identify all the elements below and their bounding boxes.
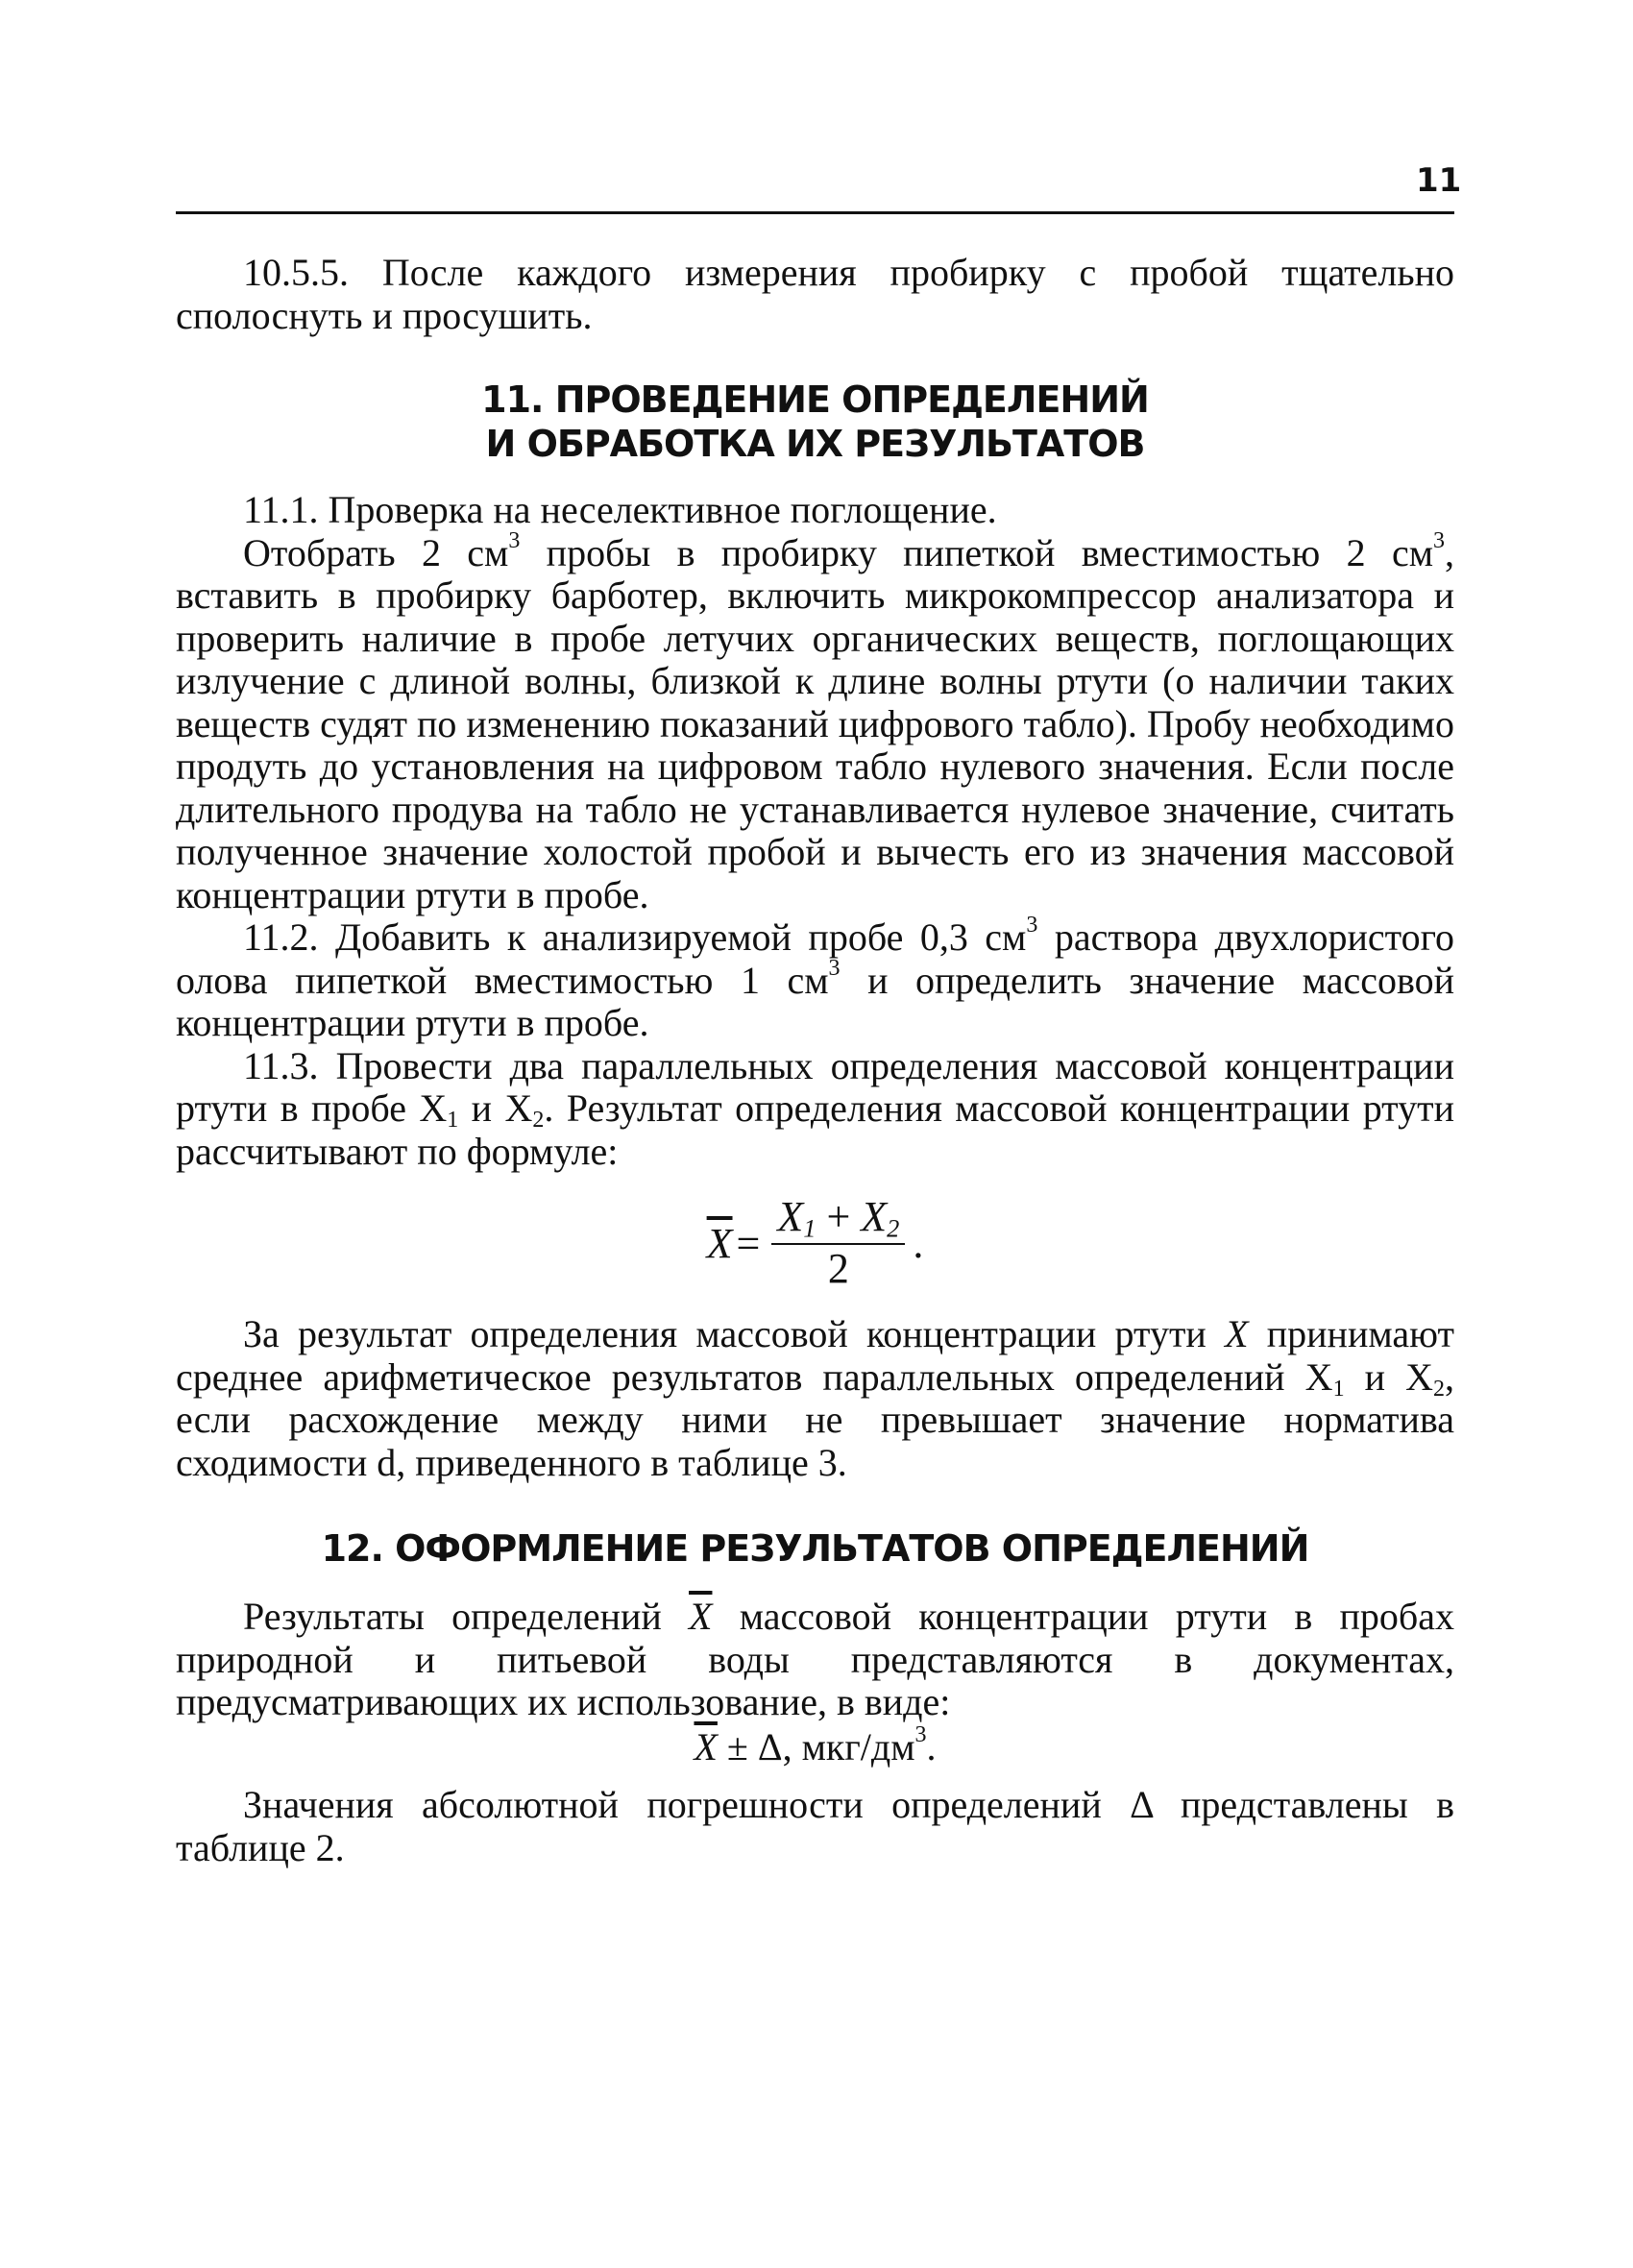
subscript-2: 2: [887, 1213, 900, 1243]
mean-formula: [176, 1186, 1454, 1302]
formula-lhs-x-bar: $\overline{X}$: [706, 1219, 733, 1267]
section-11-title-line-2: И ОБРАБОТКА ИХ РЕЗУЛЬТАТОВ: [485, 423, 1145, 465]
formula-equals: =: [736, 1219, 761, 1267]
result-pm-delta-units: ± Δ, мкг/дм: [717, 1724, 915, 1768]
formula-x2: X: [861, 1193, 888, 1240]
header-rule: [176, 211, 1454, 214]
subscript-1: 1: [447, 1108, 459, 1133]
text-segment: 11.2. Добавить к анализируемой пробе 0,3 см: [243, 915, 1027, 959]
result-expression: [176, 1721, 1454, 1769]
formula-plus: +: [826, 1193, 851, 1240]
paragraph-11-2: [176, 912, 1454, 1045]
text-segment: За результат определения массовой концентрации ртути: [243, 1312, 1226, 1355]
superscript-3: 3: [914, 1721, 927, 1747]
x-italic: X: [1225, 1312, 1249, 1355]
section-11-heading: [176, 378, 1454, 466]
paragraph-11-1-body: [176, 527, 1455, 917]
formula-x1: X: [777, 1193, 804, 1240]
text-segment: пробы в пробирку пипеткой вместимостью 2 см: [520, 530, 1434, 574]
text-segment: , если расхождение между ними не превышает значение норматива сходимости d, приведенного в таблице 3.: [176, 1354, 1455, 1484]
text-segment: Отобрать 2 см: [243, 530, 509, 574]
text-segment: и X: [458, 1086, 533, 1130]
text-segment: 11.3. Провести два параллельных определения массовой концентрации ртути в пробе X: [176, 1043, 1454, 1130]
paragraph-11-3: [176, 1045, 1454, 1174]
subscript-1: 1: [803, 1213, 816, 1243]
text-segment: массовой концентрации ртути в пробах природной и питьевой воды представляются в документах, предусматривающих их использование, в виде:: [176, 1595, 1454, 1723]
formula-end-period: .: [913, 1219, 924, 1267]
formula-fraction: [771, 1195, 905, 1293]
text-segment: принимают среднее арифметическое результатов параллельных определений X: [176, 1312, 1454, 1399]
text-segment: раствора двухлористого олова пипеткой вместимостью 1 см: [176, 915, 1454, 1002]
text-segment: и X: [1344, 1354, 1434, 1399]
superscript-3: 3: [1026, 912, 1038, 938]
text-segment: и определить значение массовой концентрации ртути в пробе.: [176, 958, 1454, 1044]
paragraph-result-definition: [176, 1313, 1454, 1484]
paragraph-10-5-5: 10.5.5. После каждого измерения пробирку с пробой тщательно сполоснуть и просушить.: [176, 251, 1454, 337]
paragraph-12-results: [176, 1596, 1454, 1724]
subscript-2: 2: [1433, 1376, 1446, 1402]
text-segment: Результаты определений: [243, 1595, 690, 1638]
result-x-bar: $\overline{X}$: [694, 1724, 718, 1768]
section-12-title: 12. ОФОРМЛЕНИЕ РЕЗУЛЬТАТОВ ОПРЕДЕЛЕНИЙ: [321, 1527, 1309, 1570]
page-number: 11: [1416, 161, 1462, 200]
superscript-3: 3: [1433, 527, 1446, 553]
section-11-title-line-1: 11. ПРОВЕДЕНИЕ ОПРЕДЕЛЕНИЙ: [481, 378, 1149, 421]
subscript-1: 1: [1332, 1376, 1345, 1402]
result-end-period: .: [926, 1724, 937, 1768]
superscript-3: 3: [508, 527, 521, 553]
text-segment: . Результат определения массовой концентрации ртути рассчитывают по формуле:: [176, 1086, 1454, 1173]
paragraph-11-1: 11.1. Проверка на неселективное поглощение.: [243, 488, 997, 531]
formula-numerator: [771, 1195, 905, 1245]
text-segment: , вставить в пробирку барботер, включить микрокомпрессор анализатора и проверить наличие в пробе летучих органических веществ, поглощающих излучение с длиной волны, близкой к длине волны ртути (о наличии таких веществ судят по изменению показаний цифрового табло). Пробу необходимо продуть до установления на цифровом табло нулевого значения. Если после длительного продува на табло не устанавливается нулевое значение, считать полученное значение холостой пробой и вычесть его из значения массовой концентрации ртути в пробе.: [176, 530, 1455, 916]
page-body: [176, 252, 1454, 1869]
paragraph-12-error: Значения абсолютной погрешности определений Δ представлены в таблице 2.: [176, 1783, 1454, 1869]
x-bar-inline: $\overline{X}$: [689, 1595, 713, 1638]
formula-denominator: 2: [827, 1245, 849, 1292]
superscript-3: 3: [828, 955, 841, 981]
subscript-2: 2: [532, 1108, 545, 1133]
